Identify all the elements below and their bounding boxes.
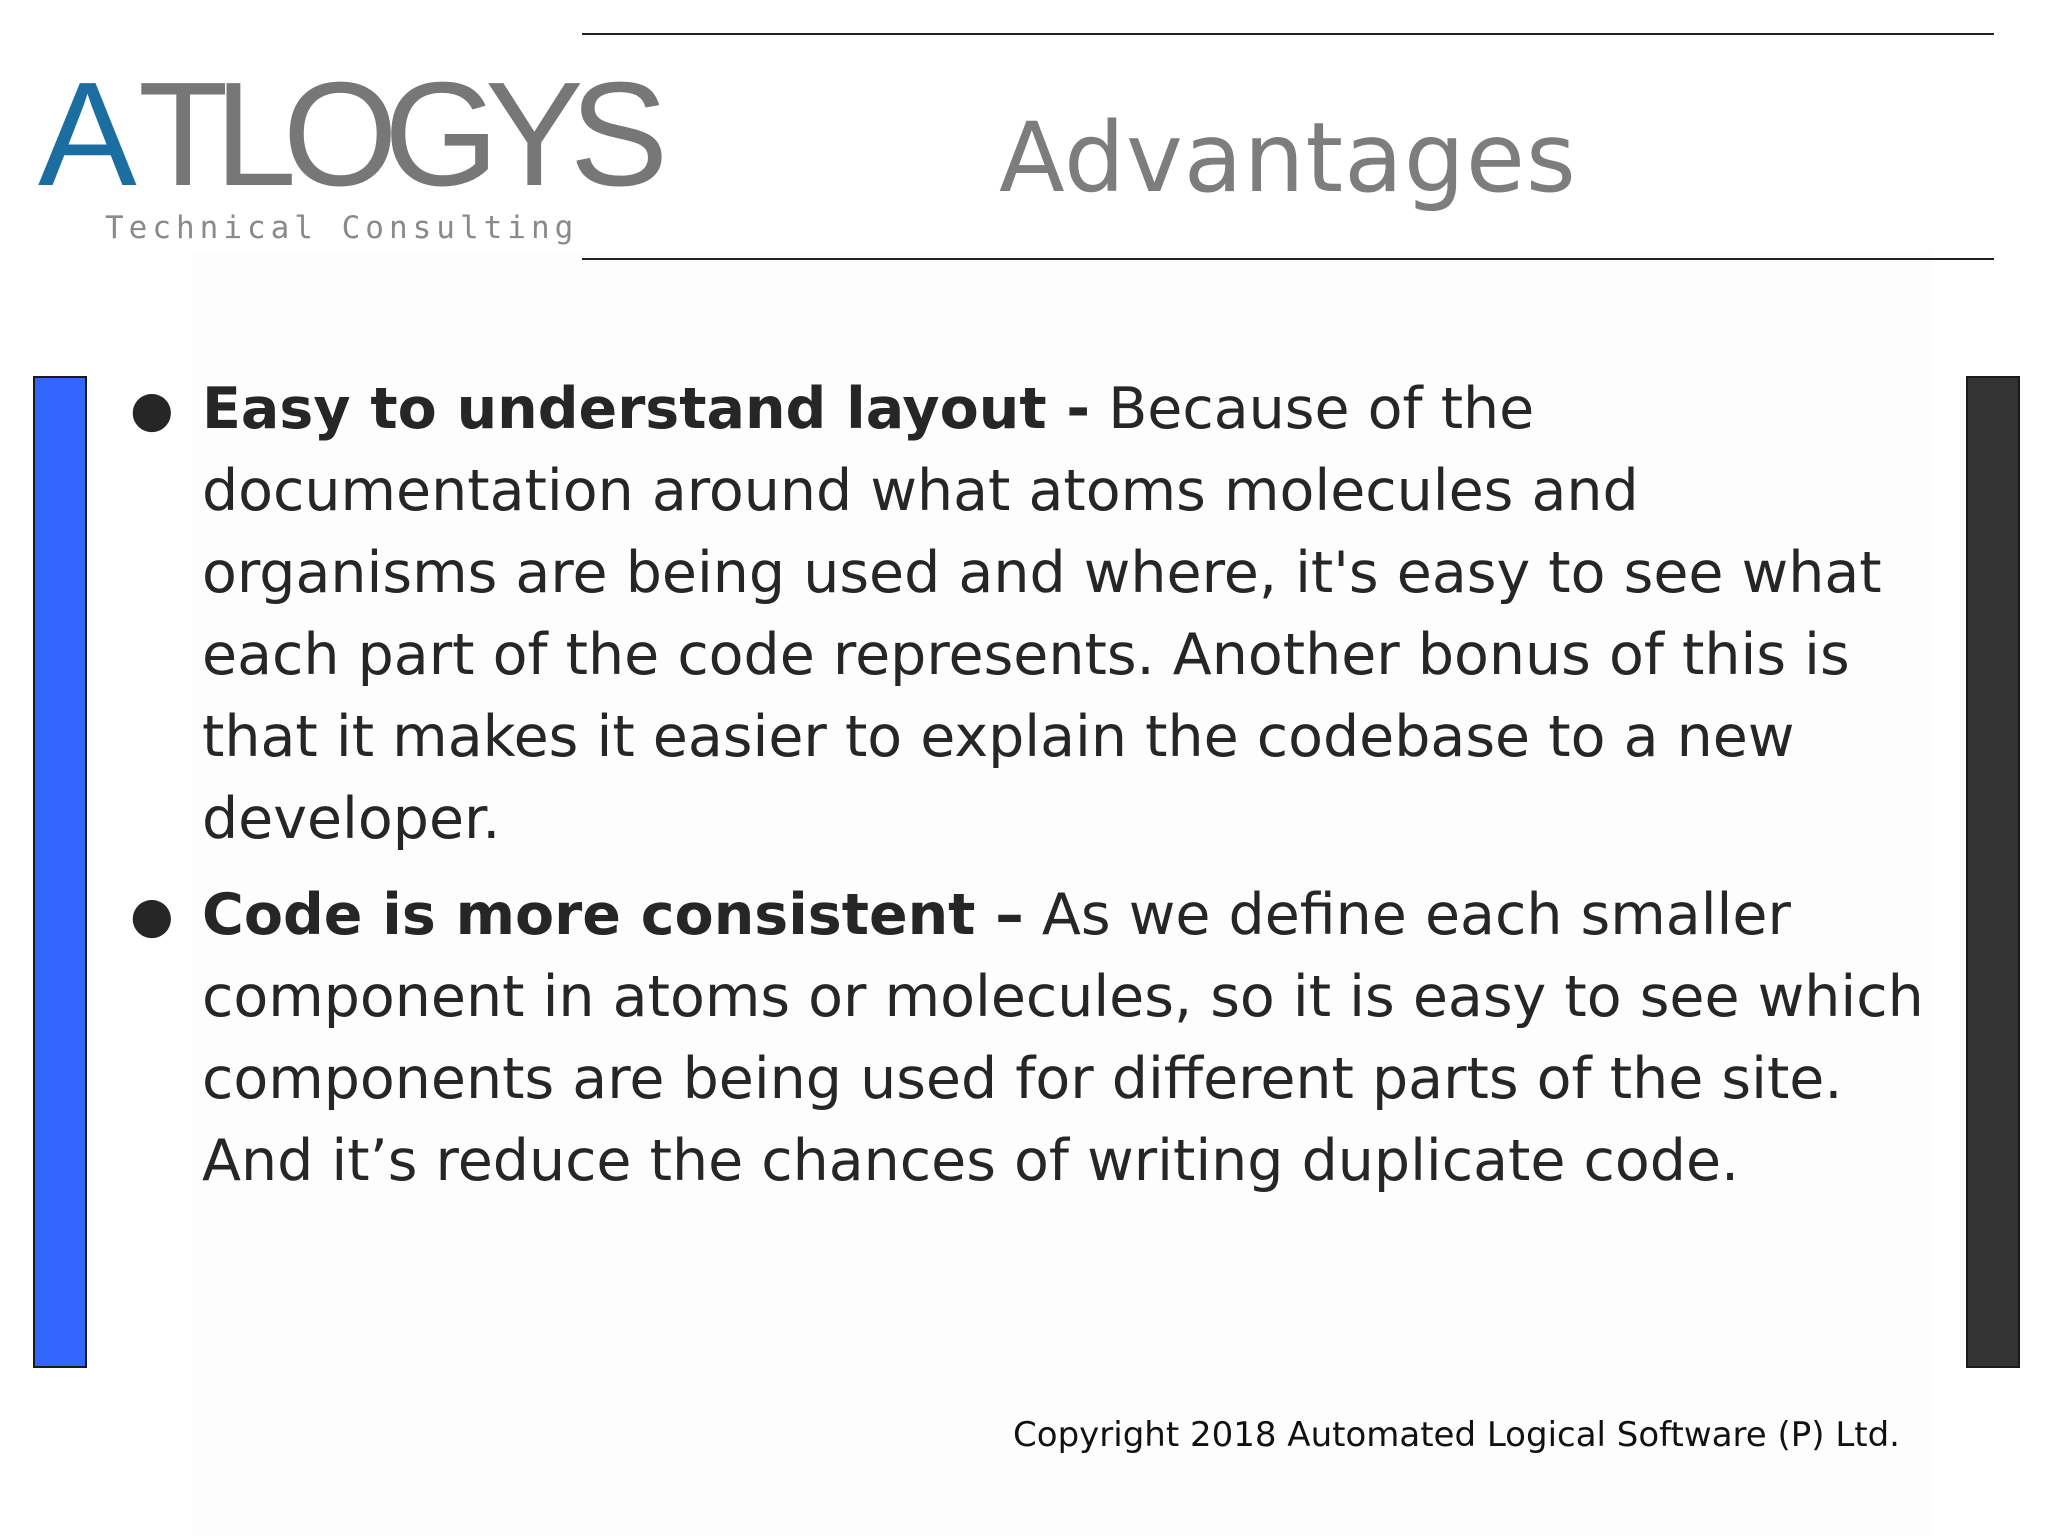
bullet-text: As we define each smaller component in atoms or molecules, so it is easy to see which components are being used for different parts of the site. And it’s reduce the chances of writing duplicate code. <box>202 882 1924 1194</box>
bullet-heading: Easy to understand layout - <box>202 376 1091 442</box>
left-accent-bar <box>33 376 87 1368</box>
bullet-item <box>122 874 1932 1202</box>
slide-title: Advantages <box>999 102 1577 214</box>
bullet-heading: Code is more consistent – <box>202 882 1024 948</box>
bullet-item <box>122 368 1932 860</box>
title-rule-top <box>582 33 1994 35</box>
right-accent-bar <box>1966 376 2020 1368</box>
logo-wordmark-rest: TLOGYS <box>138 52 655 217</box>
bullet-dot-icon: ● <box>130 380 174 438</box>
bullet-text: Because of the documentation around what atoms molecules and organisms are being used and where, it's easy to see what each part of the code represents. Another bonus of this is that it makes it easier to explain the codebase to a new developer. <box>202 376 1882 852</box>
bullet-list <box>122 368 1932 1216</box>
atlogys-logo-graphic <box>30 52 655 250</box>
bullet-dot-icon: ● <box>130 886 174 944</box>
copyright-footer: Copyright 2018 Automated Logical Software (P) Ltd. <box>1013 1415 1900 1455</box>
logo-wordmark-a: A <box>38 52 137 217</box>
title-rule-bottom <box>582 258 1994 260</box>
logo-tagline: Technical Consulting <box>105 210 579 246</box>
atlogys-logo <box>30 52 655 250</box>
